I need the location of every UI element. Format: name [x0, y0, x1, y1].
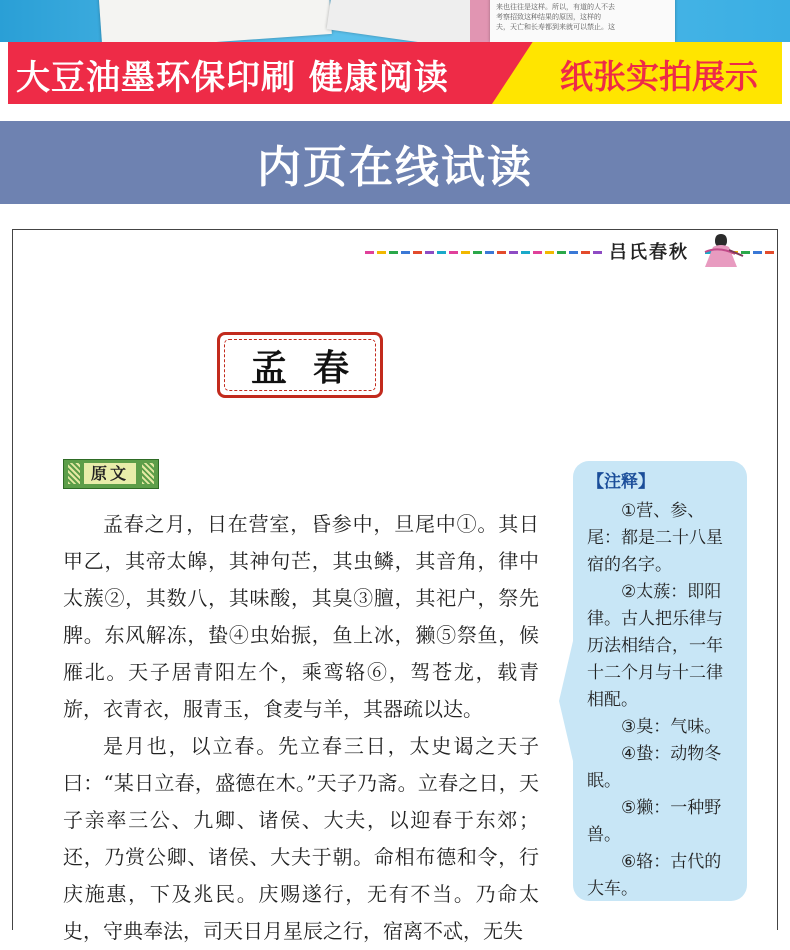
- photo-page-right: [490, 0, 675, 42]
- header-dash: [533, 251, 542, 254]
- annotation-item: ④蛰：动物冬眠。: [587, 744, 722, 791]
- paragraph: 孟春之月，日在营室，昏参中，旦尾中①。其日甲乙，其帝太皞，其神句芒，其虫鳞，其音角，律中太蔟②，其数八，其味酸，其臭③膻，其祀户，祭先脾。东风解冻，蛰④虫始振，鱼上冰，獭⑤祭鱼，候雁北。天子居青阳左个，乘鸾辂⑥，驾苍龙，载青旂，衣青衣，服青玉，食麦与羊，其器疏以达。: [63, 512, 539, 721]
- chapter-title-frame: [217, 332, 383, 398]
- header-dash: [401, 251, 410, 254]
- photo-page-left: [98, 0, 332, 42]
- annotation-panel: [573, 461, 747, 901]
- header-dash: [389, 251, 398, 254]
- header-dash: [521, 251, 530, 254]
- header-dash: [413, 251, 422, 254]
- original-text-tag: [63, 459, 159, 489]
- original-text-body: [63, 506, 539, 950]
- header-dash: [557, 251, 566, 254]
- photo-text-line: 夫，天亡和长寿都到来就可以禁止。这: [496, 23, 615, 31]
- product-photo-strip: [0, 0, 790, 42]
- photo-text-line: 来也往往是这样。所以，有道的人不去: [496, 3, 615, 11]
- header-dash: [365, 251, 374, 254]
- lady-figure-icon: [695, 230, 747, 268]
- chapter-title: 孟春: [250, 346, 375, 389]
- header-dash: [485, 251, 494, 254]
- annotation-item: ⑥辂：古代的大车。: [587, 852, 722, 899]
- photo-bookmark: [470, 0, 492, 42]
- annotation-heading: 【注释】: [587, 472, 655, 492]
- header-dash: [569, 251, 578, 254]
- header-dash: [449, 251, 458, 254]
- header-dash: [545, 251, 554, 254]
- annotation-item: ②太蔟：即阳律。古人把乐律与历法相结合，一年十二个月与十二律相配。: [587, 582, 723, 710]
- banner-left-text: 大豆油墨环保印刷 健康阅读: [16, 58, 449, 98]
- annotation-panel-pointer: [559, 641, 573, 761]
- section-title: 内页在线试读: [257, 141, 533, 193]
- header-dash: [593, 251, 602, 254]
- header-dash: [437, 251, 446, 254]
- header-dash: [753, 251, 762, 254]
- book-page: [12, 229, 778, 943]
- paragraph: 是月也，以立春。先立春三日，太史谒之天子曰：“某日立春，盛德在木。”天子乃斋。立春之日，天子亲率三公、九卿、诸侯、大夫，以迎春于东郊；还，乃赏公卿、诸侯、大夫于朝。命相布德和令，行庆施惠，下及兆民。庆赐遂行，无有不当。乃命太史，守典奉法，司天日月星辰之行，宿离不忒，无失: [63, 734, 539, 943]
- promo-banner: [8, 42, 782, 104]
- header-dash: [425, 251, 434, 254]
- section-header: [0, 121, 790, 204]
- header-dash: [377, 251, 386, 254]
- banner-right-text: 纸张实拍展示: [560, 57, 758, 96]
- annotation-item: ①营、参、尾：都是二十八星宿的名字。: [587, 501, 723, 575]
- annotation-item: ⑤獭：一种野兽。: [587, 798, 722, 845]
- running-title: 吕氏春秋: [605, 238, 693, 264]
- header-dash: [509, 251, 518, 254]
- header-dash: [581, 251, 590, 254]
- original-text-label: 原文: [84, 463, 136, 484]
- photo-text-line: 考察招致这种结果的原因，这样的: [496, 13, 601, 21]
- header-dash: [461, 251, 470, 254]
- header-dash: [473, 251, 482, 254]
- annotation-item: ③臭：气味。: [621, 717, 722, 737]
- header-dash: [497, 251, 506, 254]
- header-dash: [765, 251, 774, 254]
